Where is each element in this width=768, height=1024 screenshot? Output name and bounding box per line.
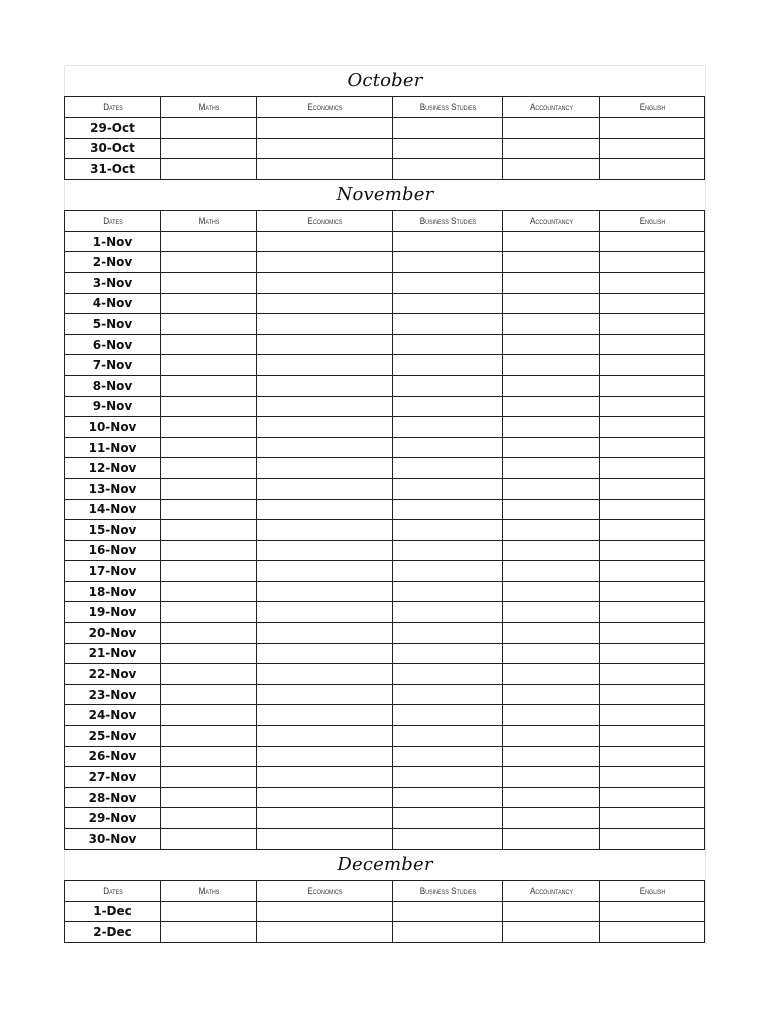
entry-cell-economics[interactable] bbox=[257, 458, 393, 479]
entry-cell-accountancy[interactable] bbox=[503, 643, 600, 664]
entry-cell-accountancy[interactable] bbox=[503, 540, 600, 561]
entry-cell-accountancy[interactable] bbox=[503, 581, 600, 602]
entry-cell-english[interactable] bbox=[600, 334, 705, 355]
entry-cell-economics[interactable] bbox=[257, 520, 393, 541]
table-row bbox=[65, 540, 705, 561]
entry-cell-accountancy[interactable] bbox=[503, 499, 600, 520]
date-cell: 22-Nov bbox=[65, 664, 161, 685]
entry-cell-maths[interactable] bbox=[161, 355, 257, 376]
entry-cell-business-studies[interactable] bbox=[393, 375, 503, 396]
entry-cell-maths[interactable] bbox=[161, 334, 257, 355]
entry-cell-accountancy[interactable] bbox=[503, 396, 600, 417]
entry-cell-business-studies[interactable] bbox=[393, 684, 503, 705]
table-row bbox=[65, 138, 705, 159]
date-cell: 11-Nov bbox=[65, 437, 161, 458]
entry-cell-english[interactable] bbox=[600, 520, 705, 541]
entry-cell-business-studies[interactable] bbox=[393, 293, 503, 314]
entry-cell-english[interactable] bbox=[600, 705, 705, 726]
entry-cell-economics[interactable] bbox=[257, 922, 393, 943]
entry-cell-economics[interactable] bbox=[257, 355, 393, 376]
date-cell: 26-Nov bbox=[65, 746, 161, 767]
entry-cell-business-studies[interactable] bbox=[393, 581, 503, 602]
entry-cell-english[interactable] bbox=[600, 602, 705, 623]
table-row bbox=[65, 396, 705, 417]
entry-cell-economics[interactable] bbox=[257, 664, 393, 685]
table-row bbox=[65, 602, 705, 623]
entry-cell-economics[interactable] bbox=[257, 602, 393, 623]
entry-cell-english[interactable] bbox=[600, 252, 705, 273]
entry-cell-economics[interactable] bbox=[257, 829, 393, 850]
table-row bbox=[65, 499, 705, 520]
date-cell: 9-Nov bbox=[65, 396, 161, 417]
entry-cell-english[interactable] bbox=[600, 396, 705, 417]
entry-cell-accountancy[interactable] bbox=[503, 231, 600, 252]
entry-cell-accountancy[interactable] bbox=[503, 375, 600, 396]
table-row bbox=[65, 901, 705, 922]
entry-cell-business-studies[interactable] bbox=[393, 458, 503, 479]
date-cell: 25-Nov bbox=[65, 726, 161, 747]
entry-cell-english[interactable] bbox=[600, 355, 705, 376]
table-row bbox=[65, 159, 705, 180]
date-cell: 21-Nov bbox=[65, 643, 161, 664]
entry-cell-maths[interactable] bbox=[161, 602, 257, 623]
table-row bbox=[65, 118, 705, 139]
date-cell: 20-Nov bbox=[65, 623, 161, 644]
entry-cell-maths[interactable] bbox=[161, 520, 257, 541]
date-cell: 28-Nov bbox=[65, 787, 161, 808]
date-cell: 7-Nov bbox=[65, 355, 161, 376]
entry-cell-business-studies[interactable] bbox=[393, 602, 503, 623]
entry-cell-economics[interactable] bbox=[257, 375, 393, 396]
table-row bbox=[65, 334, 705, 355]
entry-cell-maths[interactable] bbox=[161, 664, 257, 685]
table-row bbox=[65, 767, 705, 788]
date-cell: 3-Nov bbox=[65, 272, 161, 293]
date-cell: 8-Nov bbox=[65, 375, 161, 396]
entry-cell-english[interactable] bbox=[600, 499, 705, 520]
entry-cell-maths[interactable] bbox=[161, 643, 257, 664]
entry-cell-english[interactable] bbox=[600, 684, 705, 705]
entry-cell-maths[interactable] bbox=[161, 705, 257, 726]
date-cell: 15-Nov bbox=[65, 520, 161, 541]
entry-cell-business-studies[interactable] bbox=[393, 623, 503, 644]
entry-cell-economics[interactable] bbox=[257, 561, 393, 582]
entry-cell-maths[interactable] bbox=[161, 901, 257, 922]
entry-cell-economics[interactable] bbox=[257, 231, 393, 252]
entry-cell-economics[interactable] bbox=[257, 159, 393, 180]
column-header-dates: Dates bbox=[69, 210, 155, 231]
entry-cell-business-studies[interactable] bbox=[393, 726, 503, 747]
column-header-maths: Maths bbox=[165, 210, 251, 231]
entry-cell-accountancy[interactable] bbox=[503, 252, 600, 273]
entry-cell-maths[interactable] bbox=[161, 231, 257, 252]
table-row bbox=[65, 252, 705, 273]
date-cell: 23-Nov bbox=[65, 684, 161, 705]
entry-cell-maths[interactable] bbox=[161, 272, 257, 293]
entry-cell-economics[interactable] bbox=[257, 623, 393, 644]
entry-cell-english[interactable] bbox=[600, 767, 705, 788]
column-header-dates: Dates bbox=[69, 97, 155, 118]
column-header-maths: Maths bbox=[165, 880, 251, 901]
table-row bbox=[65, 623, 705, 644]
entry-cell-english[interactable] bbox=[600, 540, 705, 561]
column-header-economics: Economics bbox=[263, 97, 385, 118]
entry-cell-english[interactable] bbox=[600, 272, 705, 293]
entry-cell-accountancy[interactable] bbox=[503, 561, 600, 582]
entry-cell-maths[interactable] bbox=[161, 726, 257, 747]
entry-cell-maths[interactable] bbox=[161, 437, 257, 458]
entry-cell-business-studies[interactable] bbox=[393, 138, 503, 159]
entry-cell-business-studies[interactable] bbox=[393, 159, 503, 180]
entry-cell-economics[interactable] bbox=[257, 437, 393, 458]
entry-cell-economics[interactable] bbox=[257, 293, 393, 314]
column-header-economics: Economics bbox=[263, 210, 385, 231]
column-header-economics: Economics bbox=[263, 880, 385, 901]
entry-cell-business-studies[interactable] bbox=[393, 922, 503, 943]
date-cell: 29-Oct bbox=[65, 118, 161, 139]
entry-cell-economics[interactable] bbox=[257, 118, 393, 139]
entry-cell-accountancy[interactable] bbox=[503, 417, 600, 438]
entry-cell-business-studies[interactable] bbox=[393, 478, 503, 499]
entry-cell-business-studies[interactable] bbox=[393, 272, 503, 293]
table-row bbox=[65, 478, 705, 499]
entry-cell-english[interactable] bbox=[600, 726, 705, 747]
entry-cell-english[interactable] bbox=[600, 458, 705, 479]
entry-cell-maths[interactable] bbox=[161, 252, 257, 273]
date-cell: 18-Nov bbox=[65, 581, 161, 602]
entry-cell-business-studies[interactable] bbox=[393, 746, 503, 767]
entry-cell-accountancy[interactable] bbox=[503, 808, 600, 829]
table-row bbox=[65, 293, 705, 314]
entry-cell-maths[interactable] bbox=[161, 396, 257, 417]
entry-cell-english[interactable] bbox=[600, 159, 705, 180]
entry-cell-business-studies[interactable] bbox=[393, 417, 503, 438]
entry-cell-economics[interactable] bbox=[257, 787, 393, 808]
entry-cell-accountancy[interactable] bbox=[503, 314, 600, 335]
month-table bbox=[64, 210, 705, 850]
date-cell: 19-Nov bbox=[65, 602, 161, 623]
entry-cell-business-studies[interactable] bbox=[393, 808, 503, 829]
entry-cell-business-studies[interactable] bbox=[393, 829, 503, 850]
entry-cell-accountancy[interactable] bbox=[503, 437, 600, 458]
entry-cell-economics[interactable] bbox=[257, 314, 393, 335]
entry-cell-economics[interactable] bbox=[257, 272, 393, 293]
date-cell: 24-Nov bbox=[65, 705, 161, 726]
entry-cell-accountancy[interactable] bbox=[503, 355, 600, 376]
entry-cell-maths[interactable] bbox=[161, 561, 257, 582]
entry-cell-english[interactable] bbox=[600, 922, 705, 943]
table-row bbox=[65, 581, 705, 602]
entry-cell-english[interactable] bbox=[600, 623, 705, 644]
month-title: December bbox=[337, 853, 433, 875]
entry-cell-accountancy[interactable] bbox=[503, 767, 600, 788]
entry-cell-maths[interactable] bbox=[161, 581, 257, 602]
entry-cell-maths[interactable] bbox=[161, 767, 257, 788]
entry-cell-economics[interactable] bbox=[257, 396, 393, 417]
entry-cell-english[interactable] bbox=[600, 787, 705, 808]
table-row bbox=[65, 458, 705, 479]
entry-cell-maths[interactable] bbox=[161, 138, 257, 159]
entry-cell-maths[interactable] bbox=[161, 623, 257, 644]
header-row bbox=[65, 97, 705, 118]
entry-cell-business-studies[interactable] bbox=[393, 520, 503, 541]
entry-cell-english[interactable] bbox=[600, 664, 705, 685]
entry-cell-economics[interactable] bbox=[257, 540, 393, 561]
entry-cell-economics[interactable] bbox=[257, 901, 393, 922]
entry-cell-business-studies[interactable] bbox=[393, 252, 503, 273]
table-row bbox=[65, 417, 705, 438]
column-header-business-studies: Business Studies bbox=[398, 880, 497, 901]
entry-cell-accountancy[interactable] bbox=[503, 334, 600, 355]
table-row bbox=[65, 231, 705, 252]
table-row bbox=[65, 314, 705, 335]
entry-cell-maths[interactable] bbox=[161, 746, 257, 767]
month-title: November bbox=[336, 183, 434, 205]
table-row bbox=[65, 375, 705, 396]
entry-cell-maths[interactable] bbox=[161, 375, 257, 396]
entry-cell-economics[interactable] bbox=[257, 499, 393, 520]
month-table bbox=[64, 96, 705, 180]
date-cell: 10-Nov bbox=[65, 417, 161, 438]
entry-cell-accountancy[interactable] bbox=[503, 726, 600, 747]
entry-cell-maths[interactable] bbox=[161, 684, 257, 705]
date-cell: 2-Dec bbox=[65, 922, 161, 943]
entry-cell-accountancy[interactable] bbox=[503, 623, 600, 644]
column-header-accountancy: Accountancy bbox=[507, 880, 594, 901]
timetable-sheet bbox=[64, 65, 706, 943]
entry-cell-accountancy[interactable] bbox=[503, 602, 600, 623]
table-row bbox=[65, 520, 705, 541]
table-row bbox=[65, 355, 705, 376]
column-header-business-studies: Business Studies bbox=[398, 97, 497, 118]
entry-cell-english[interactable] bbox=[600, 375, 705, 396]
entry-cell-maths[interactable] bbox=[161, 314, 257, 335]
column-header-accountancy: Accountancy bbox=[507, 210, 594, 231]
entry-cell-maths[interactable] bbox=[161, 458, 257, 479]
entry-cell-maths[interactable] bbox=[161, 118, 257, 139]
date-cell: 14-Nov bbox=[65, 499, 161, 520]
date-cell: 4-Nov bbox=[65, 293, 161, 314]
entry-cell-business-studies[interactable] bbox=[393, 901, 503, 922]
entry-cell-accountancy[interactable] bbox=[503, 901, 600, 922]
entry-cell-economics[interactable] bbox=[257, 334, 393, 355]
entry-cell-accountancy[interactable] bbox=[503, 746, 600, 767]
entry-cell-economics[interactable] bbox=[257, 581, 393, 602]
table-row bbox=[65, 705, 705, 726]
table-row bbox=[65, 561, 705, 582]
table-row bbox=[65, 643, 705, 664]
entry-cell-business-studies[interactable] bbox=[393, 643, 503, 664]
entry-cell-economics[interactable] bbox=[257, 643, 393, 664]
header-row bbox=[65, 210, 705, 231]
date-cell: 17-Nov bbox=[65, 561, 161, 582]
table-row bbox=[65, 746, 705, 767]
entry-cell-economics[interactable] bbox=[257, 767, 393, 788]
entry-cell-business-studies[interactable] bbox=[393, 118, 503, 139]
entry-cell-accountancy[interactable] bbox=[503, 787, 600, 808]
entry-cell-accountancy[interactable] bbox=[503, 159, 600, 180]
month-title: October bbox=[347, 70, 423, 91]
entry-cell-economics[interactable] bbox=[257, 808, 393, 829]
entry-cell-business-studies[interactable] bbox=[393, 561, 503, 582]
entry-cell-english[interactable] bbox=[600, 118, 705, 139]
entry-cell-english[interactable] bbox=[600, 293, 705, 314]
table-row bbox=[65, 829, 705, 850]
entry-cell-business-studies[interactable] bbox=[393, 314, 503, 335]
entry-cell-business-studies[interactable] bbox=[393, 396, 503, 417]
date-cell: 27-Nov bbox=[65, 767, 161, 788]
entry-cell-maths[interactable] bbox=[161, 417, 257, 438]
entry-cell-economics[interactable] bbox=[257, 478, 393, 499]
entry-cell-accountancy[interactable] bbox=[503, 293, 600, 314]
date-cell: 30-Nov bbox=[65, 829, 161, 850]
entry-cell-english[interactable] bbox=[600, 231, 705, 252]
entry-cell-accountancy[interactable] bbox=[503, 520, 600, 541]
entry-cell-economics[interactable] bbox=[257, 417, 393, 438]
date-cell: 5-Nov bbox=[65, 314, 161, 335]
entry-cell-english[interactable] bbox=[600, 808, 705, 829]
date-cell: 16-Nov bbox=[65, 540, 161, 561]
entry-cell-english[interactable] bbox=[600, 561, 705, 582]
column-header-accountancy: Accountancy bbox=[507, 97, 594, 118]
entry-cell-business-studies[interactable] bbox=[393, 787, 503, 808]
table-row bbox=[65, 808, 705, 829]
entry-cell-economics[interactable] bbox=[257, 252, 393, 273]
entry-cell-accountancy[interactable] bbox=[503, 664, 600, 685]
entry-cell-maths[interactable] bbox=[161, 787, 257, 808]
column-header-maths: Maths bbox=[165, 97, 251, 118]
entry-cell-english[interactable] bbox=[600, 581, 705, 602]
entry-cell-accountancy[interactable] bbox=[503, 478, 600, 499]
entry-cell-economics[interactable] bbox=[257, 746, 393, 767]
entry-cell-business-studies[interactable] bbox=[393, 705, 503, 726]
entry-cell-business-studies[interactable] bbox=[393, 437, 503, 458]
entry-cell-business-studies[interactable] bbox=[393, 231, 503, 252]
entry-cell-maths[interactable] bbox=[161, 540, 257, 561]
date-cell: 13-Nov bbox=[65, 478, 161, 499]
entry-cell-accountancy[interactable] bbox=[503, 922, 600, 943]
column-header-english: English bbox=[605, 97, 700, 118]
entry-cell-accountancy[interactable] bbox=[503, 684, 600, 705]
entry-cell-economics[interactable] bbox=[257, 138, 393, 159]
table-row bbox=[65, 922, 705, 943]
table-row bbox=[65, 726, 705, 747]
entry-cell-english[interactable] bbox=[600, 829, 705, 850]
entry-cell-accountancy[interactable] bbox=[503, 272, 600, 293]
table-row bbox=[65, 437, 705, 458]
entry-cell-business-studies[interactable] bbox=[393, 334, 503, 355]
table-row bbox=[65, 684, 705, 705]
column-header-english: English bbox=[605, 880, 700, 901]
entry-cell-economics[interactable] bbox=[257, 684, 393, 705]
entry-cell-maths[interactable] bbox=[161, 293, 257, 314]
table-row bbox=[65, 787, 705, 808]
entry-cell-economics[interactable] bbox=[257, 705, 393, 726]
entry-cell-business-studies[interactable] bbox=[393, 355, 503, 376]
entry-cell-english[interactable] bbox=[600, 314, 705, 335]
date-cell: 1-Nov bbox=[65, 231, 161, 252]
month-table bbox=[64, 880, 705, 943]
entry-cell-accountancy[interactable] bbox=[503, 829, 600, 850]
date-cell: 2-Nov bbox=[65, 252, 161, 273]
table-row bbox=[65, 272, 705, 293]
date-cell: 6-Nov bbox=[65, 334, 161, 355]
entry-cell-english[interactable] bbox=[600, 417, 705, 438]
column-header-english: English bbox=[605, 210, 700, 231]
date-cell: 29-Nov bbox=[65, 808, 161, 829]
entry-cell-maths[interactable] bbox=[161, 808, 257, 829]
entry-cell-maths[interactable] bbox=[161, 922, 257, 943]
table-row bbox=[65, 664, 705, 685]
date-cell: 1-Dec bbox=[65, 901, 161, 922]
entry-cell-maths[interactable] bbox=[161, 159, 257, 180]
entry-cell-business-studies[interactable] bbox=[393, 540, 503, 561]
entry-cell-english[interactable] bbox=[600, 138, 705, 159]
entry-cell-english[interactable] bbox=[600, 901, 705, 922]
entry-cell-english[interactable] bbox=[600, 746, 705, 767]
entry-cell-english[interactable] bbox=[600, 478, 705, 499]
date-cell: 30-Oct bbox=[65, 138, 161, 159]
entry-cell-accountancy[interactable] bbox=[503, 118, 600, 139]
entry-cell-english[interactable] bbox=[600, 437, 705, 458]
entry-cell-business-studies[interactable] bbox=[393, 664, 503, 685]
entry-cell-accountancy[interactable] bbox=[503, 705, 600, 726]
entry-cell-business-studies[interactable] bbox=[393, 499, 503, 520]
entry-cell-maths[interactable] bbox=[161, 499, 257, 520]
header-row bbox=[65, 880, 705, 901]
entry-cell-business-studies[interactable] bbox=[393, 767, 503, 788]
column-header-business-studies: Business Studies bbox=[398, 210, 497, 231]
column-header-dates: Dates bbox=[69, 880, 155, 901]
entry-cell-accountancy[interactable] bbox=[503, 458, 600, 479]
date-cell: 31-Oct bbox=[65, 159, 161, 180]
entry-cell-maths[interactable] bbox=[161, 478, 257, 499]
date-cell: 12-Nov bbox=[65, 458, 161, 479]
entry-cell-economics[interactable] bbox=[257, 726, 393, 747]
entry-cell-english[interactable] bbox=[600, 643, 705, 664]
entry-cell-accountancy[interactable] bbox=[503, 138, 600, 159]
entry-cell-maths[interactable] bbox=[161, 829, 257, 850]
